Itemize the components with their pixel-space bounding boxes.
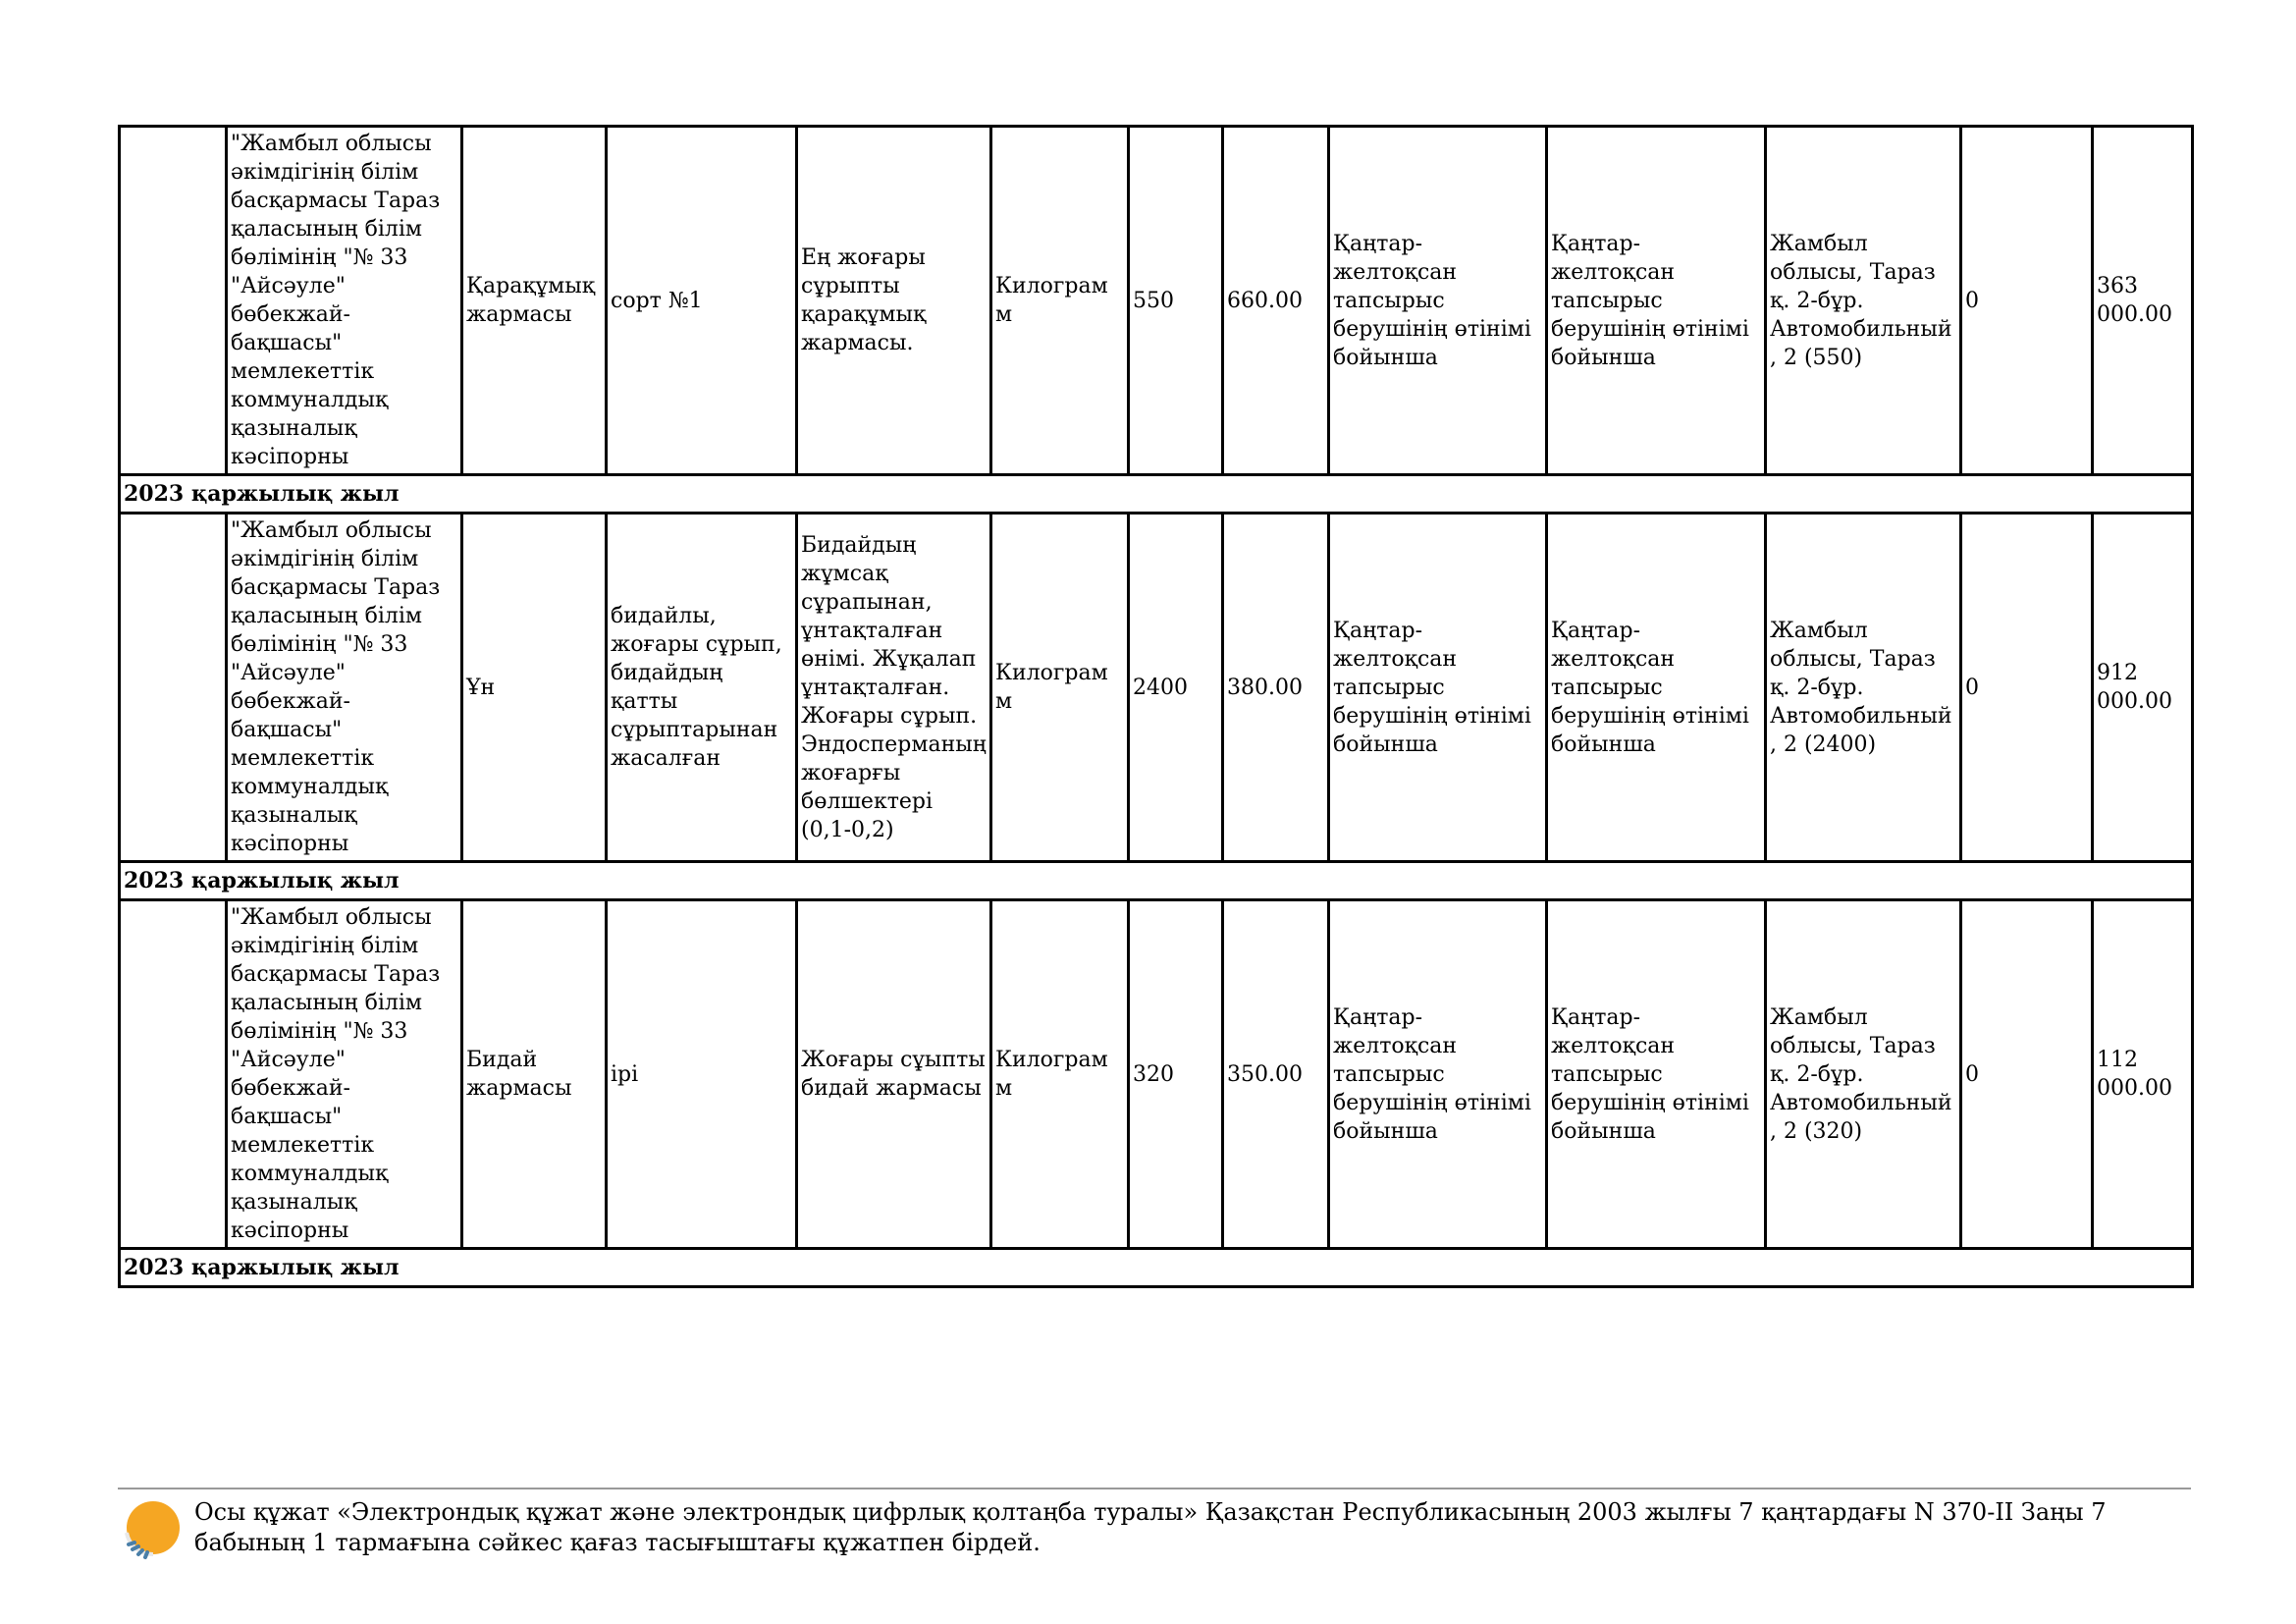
price-cell: 350.00 <box>1223 900 1329 1249</box>
item-description-cell: Бидайдың жұмсақ сұрапынан, ұнтақталған өнімі. Жұқалап ұнтақталған. Жоғары сұрып. Эндосперманың жоғарғы бөлшектері (0,1-0,2) <box>797 514 991 862</box>
unit-cell: Килограмм <box>991 127 1129 475</box>
table-row <box>120 127 2193 475</box>
customer-cell: "Жамбыл облысы әкімдігінің білім басқармасы Тараз қаласының білім бөлімінің "№ 33 "Айсәуле" бөбекжай-бақшасы" мемлекеттік коммуналдық қазыналық кәсіпорны <box>227 127 462 475</box>
delivery-place-cell: Жамбыл облысы, Тараз қ. 2-бұр. Автомобильный, 2 (320) <box>1766 900 1961 1249</box>
fiscal-year-row <box>120 1249 2193 1287</box>
customer-cell: "Жамбыл облысы әкімдігінің білім басқармасы Тараз қаласының білім бөлімінің "№ 33 "Айсәуле" бөбекжай-бақшасы" мемлекеттік коммуналдық қазыналық кәсіпорны <box>227 900 462 1249</box>
quantity-cell: 320 <box>1129 900 1223 1249</box>
item-spec-cell: бидайлы, жоғары сұрып, бидайдың қатты сұрыптарынан жасалған <box>607 514 797 862</box>
quantity-cell: 2400 <box>1129 514 1223 862</box>
advance-cell: 0 <box>1961 900 2093 1249</box>
unit-cell: Килограмм <box>991 900 1129 1249</box>
quantity-cell: 550 <box>1129 127 1223 475</box>
item-description-cell: Ең жоғары сұрыпты қарақұмық жармасы. <box>797 127 991 475</box>
item-name-cell: Ұн <box>462 514 607 862</box>
fiscal-year-label: 2023 қаржылық жыл <box>120 862 2193 900</box>
total-cell: 112 000.00 <box>2093 900 2193 1249</box>
procurement-table <box>118 125 2194 1288</box>
fiscal-year-row <box>120 475 2193 514</box>
row-number <box>120 514 227 862</box>
delivery-place-cell: Жамбыл облысы, Тараз қ. 2-бұр. Автомобильный, 2 (550) <box>1766 127 1961 475</box>
sun-logo-icon <box>121 1497 186 1562</box>
customer-cell: "Жамбыл облысы әкімдігінің білім басқармасы Тараз қаласының білім бөлімінің "№ 33 "Айсәуле" бөбекжай-бақшасы" мемлекеттік коммуналдық қазыналық кәсіпорны <box>227 514 462 862</box>
delivery-terms-cell: Қаңтар-желтоқсан тапсырыс берушінің өтінімі бойынша <box>1547 127 1766 475</box>
fiscal-year-label: 2023 қаржылық жыл <box>120 475 2193 514</box>
footer-legal-text: Осы құжат «Электрондық құжат және электрондық цифрлық қолтаңба туралы» Қазақстан Республикасының 2003 жылғы 7 қаңтардағы N 370-II Заңы 7 бабының 1 тармағына сәйкес қағаз тасығыштағы құжатпен бірдей. <box>194 1498 2107 1556</box>
table-row <box>120 900 2193 1249</box>
fiscal-year-label: 2023 қаржылық жыл <box>120 1249 2193 1287</box>
delivery-terms-cell: Қаңтар-желтоқсан тапсырыс берушінің өтінімі бойынша <box>1547 900 1766 1249</box>
item-description-cell: Жоғары сұыпты бидай жармасы <box>797 900 991 1249</box>
delivery-terms-cell: Қаңтар-желтоқсан тапсырыс берушінің өтінімі бойынша <box>1547 514 1766 862</box>
fiscal-year-row <box>120 862 2193 900</box>
delivery-period-cell: Қаңтар-желтоқсан тапсырыс берушінің өтінімі бойынша <box>1329 514 1547 862</box>
total-cell: 912 000.00 <box>2093 514 2193 862</box>
total-cell: 363 000.00 <box>2093 127 2193 475</box>
row-number <box>120 900 227 1249</box>
advance-cell: 0 <box>1961 514 2093 862</box>
document-footer <box>118 1488 2191 1556</box>
delivery-period-cell: Қаңтар-желтоқсан тапсырыс берушінің өтінімі бойынша <box>1329 127 1547 475</box>
item-spec-cell: сорт №1 <box>607 127 797 475</box>
table-row <box>120 514 2193 862</box>
item-spec-cell: ірі <box>607 900 797 1249</box>
row-number <box>120 127 227 475</box>
price-cell: 660.00 <box>1223 127 1329 475</box>
delivery-period-cell: Қаңтар-желтоқсан тапсырыс берушінің өтінімі бойынша <box>1329 900 1547 1249</box>
advance-cell: 0 <box>1961 127 2093 475</box>
unit-cell: Килограмм <box>991 514 1129 862</box>
price-cell: 380.00 <box>1223 514 1329 862</box>
item-name-cell: Бидай жармасы <box>462 900 607 1249</box>
delivery-place-cell: Жамбыл облысы, Тараз қ. 2-бұр. Автомобильный, 2 (2400) <box>1766 514 1961 862</box>
item-name-cell: Қарақұмық жармасы <box>462 127 607 475</box>
